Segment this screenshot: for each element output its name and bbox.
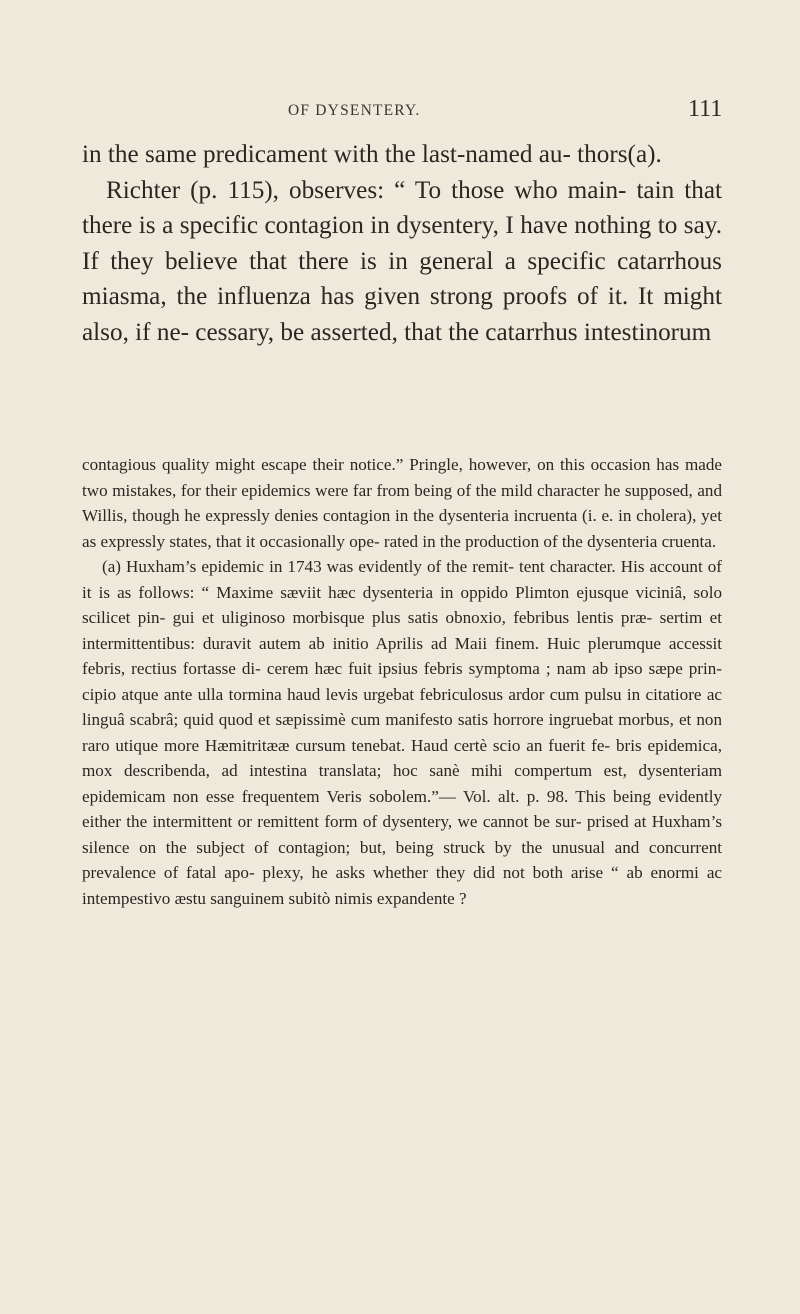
running-header: OF DYSENTERY. (288, 102, 421, 119)
footnote-continuation: contagious quality might escape their notice.” Pringle, however, on this occasion has made two mistakes, for their epidemics were far from being of the mild character he supposed, and Willis, though he expressly denies contagion in the dysenteria incruenta (i. e. in cholera), yet as expressly states, that it occasionally ope- rated in the production of the dysenteria cruenta. (82, 455, 722, 551)
footnote-a: (a) Huxham’s epidemic in 1743 was evidently of the remit- tent character. His account of it is as follows: “ Maxime sæviit hæc dysenteria in oppido Plimton ejusque viciniâ, solo scilicet pin- gui et uliginoso morbisque plus satis obnoxio, febribus lentis præ- sertim et intermittentibus: duravit autem ab initio Aprilis ad Maii finem. Huic plerumque accessit febris, rectius fortasse di- cerem hæc fuit ipsius febris symptoma ; nam ab ipso sæpe prin- cipio atque ante ulla tormina haud levis urgebat febriculosus ardor cum pulsu in citatiore ac linguâ scabrâ; quid quod et sæpissimè cum manifesto satis horrore ingruebat morbus, et non raro utique more Hæmitritææ cursum tenebat. Haud certè scio an fuerit fe- bris epidemica, mox describenda, ad intestina translata; hoc sanè mihi compertum est, dysenteriam epidemicam non esse frequentem Veris sobolem.”— Vol. alt. p. 98. This being evidently either the intermittent or remittent form of dysentery, we cannot be sur- prised at Huxham’s silence on the subject of contagion; but, being struck by the unusual and concurrent prevalence of fatal apo- plexy, he asks whether they did not both arise “ ab enormi ac intempestivo æstu sanguinem subitò nimis expandente ? (82, 557, 722, 908)
main-paragraph: Richter (p. 115), observes: “ To those who main- tain that there is a specific contagion in dysentery, I have nothing to say. If they believe that there is in general a specific catarrhous miasma, the influenza has given strong proofs of it. It might also, if ne- cessary, be asserted, that the catarrhus intestinorum (82, 176, 722, 346)
page-number: 111 (688, 96, 723, 122)
footnotes (82, 452, 722, 911)
main-paragraph: in the same predicament with the last-named au- thors(a). (82, 141, 662, 168)
main-text (82, 137, 722, 350)
